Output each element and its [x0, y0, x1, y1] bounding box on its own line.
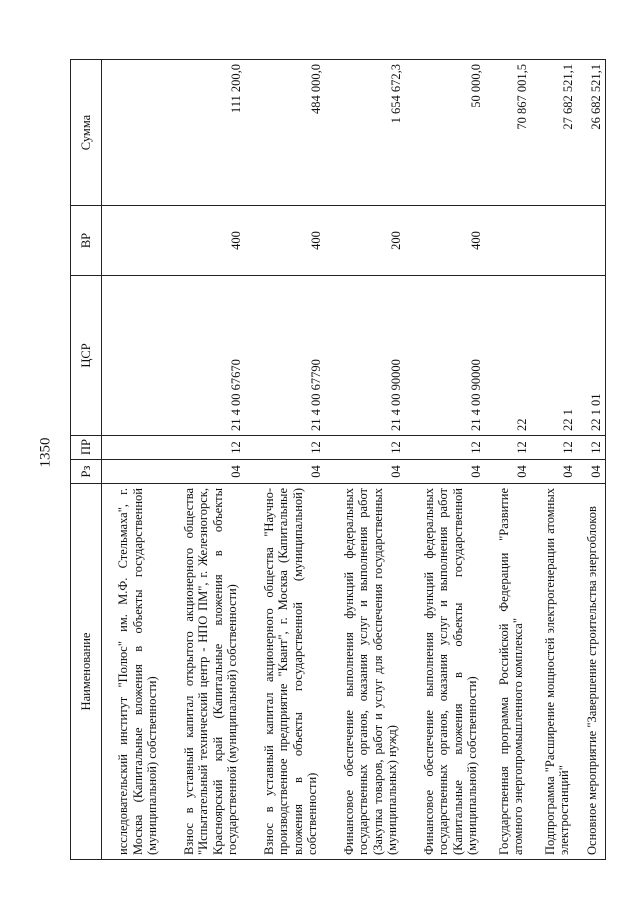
row-vr: 400 — [406, 206, 486, 276]
rotated-table-container — [70, 60, 605, 860]
row-csr: 21 4 00 90000 — [326, 276, 406, 436]
row-vr — [486, 206, 532, 276]
table-row — [578, 60, 606, 860]
row-pr: 12 — [406, 436, 486, 460]
row-name: Взнос в уставный капитал акционерного общества "Научно-производственное предприятие "Квант", г. Москва (Капитальные вложения в объекты государственной (муниципальной) собственности) — [246, 484, 326, 860]
row-vr: 400 — [246, 206, 326, 276]
row-rz: 04 — [326, 460, 406, 484]
row-rz: 04 — [246, 460, 326, 484]
row-pr: 12 — [532, 436, 578, 460]
row-pr: 12 — [166, 436, 246, 460]
table-header-row — [71, 60, 102, 860]
row-pr: 12 — [486, 436, 532, 460]
row-vr — [578, 206, 606, 276]
header-vr: ВР — [71, 206, 102, 276]
row-name: исследовательский институт "Полюс" им. М.Ф. Стельмаха", г. Москва (Капитальные вложения в объекты государственной (муниципальной) собственности) — [102, 484, 166, 860]
row-name: Подпрограмма "Расширение мощностей электрогенерации атомных электростанций" — [532, 484, 578, 860]
header-rz: Рз — [71, 460, 102, 484]
row-name: Основное мероприятие "Завершение строительства энергоблоков — [578, 484, 606, 860]
row-csr: 22 — [486, 276, 532, 436]
row-sum — [102, 60, 166, 206]
row-name: Государственная программа Российской Федерации "Развитие атомного энергопромышленного комплекса" — [486, 484, 532, 860]
table-row — [326, 60, 406, 860]
row-rz — [102, 460, 166, 484]
page-number: 1350 — [37, 437, 54, 467]
row-csr: 22 1 — [532, 276, 578, 436]
row-vr: 200 — [326, 206, 406, 276]
header-sum: Сумма — [71, 60, 102, 206]
row-sum: 26 682 521,1 — [578, 60, 606, 206]
row-sum: 484 000,0 — [246, 60, 326, 206]
header-name: Наименование — [71, 484, 102, 860]
row-csr: 21 4 00 90000 — [406, 276, 486, 436]
row-csr — [102, 276, 166, 436]
row-sum: 50 000,0 — [406, 60, 486, 206]
row-pr — [102, 436, 166, 460]
row-csr: 22 1 01 — [578, 276, 606, 436]
budget-table — [70, 59, 606, 860]
budget-table-wrapper — [70, 60, 605, 860]
row-rz: 04 — [406, 460, 486, 484]
header-pr: ПР — [71, 436, 102, 460]
row-pr: 12 — [578, 436, 606, 460]
row-vr — [102, 206, 166, 276]
row-name: Финансовое обеспечение выполнения функций федеральных государственных органов, оказания услуг и выполнения работ (Капитальные вложения в объекты государственной (муниципальной) собственности) — [406, 484, 486, 860]
table-row — [532, 60, 578, 860]
row-sum: 27 682 521,1 — [532, 60, 578, 206]
row-rz: 04 — [578, 460, 606, 484]
row-csr: 21 4 00 67790 — [246, 276, 326, 436]
table-row — [246, 60, 326, 860]
row-rz: 04 — [166, 460, 246, 484]
row-rz: 04 — [486, 460, 532, 484]
table-row — [166, 60, 246, 860]
row-sum: 70 867 001,5 — [486, 60, 532, 206]
table-row — [102, 60, 166, 860]
table-row — [486, 60, 532, 860]
row-pr: 12 — [246, 436, 326, 460]
row-vr — [532, 206, 578, 276]
row-name: Финансовое обеспечение выполнения функций федеральных государственных органов, оказания услуг и выполнения работ (Закупка товаров, работ и услуг для обеспечения государственных (муниципальных) нужд) — [326, 484, 406, 860]
row-rz: 04 — [532, 460, 578, 484]
row-name: Взнос в уставный капитал открытого акционерного общества "Испытательный технический центр - НПО ПМ", г. Железногорск, Красноярский край (Капитальные вложения в объекты государственной (муниципальной) собственности) — [166, 484, 246, 860]
row-sum: 1 654 672,3 — [326, 60, 406, 206]
row-pr: 12 — [326, 436, 406, 460]
row-csr: 21 4 00 67670 — [166, 276, 246, 436]
row-vr: 400 — [166, 206, 246, 276]
table-row — [406, 60, 486, 860]
header-csr: ЦСР — [71, 276, 102, 436]
row-sum: 111 200,0 — [166, 60, 246, 206]
